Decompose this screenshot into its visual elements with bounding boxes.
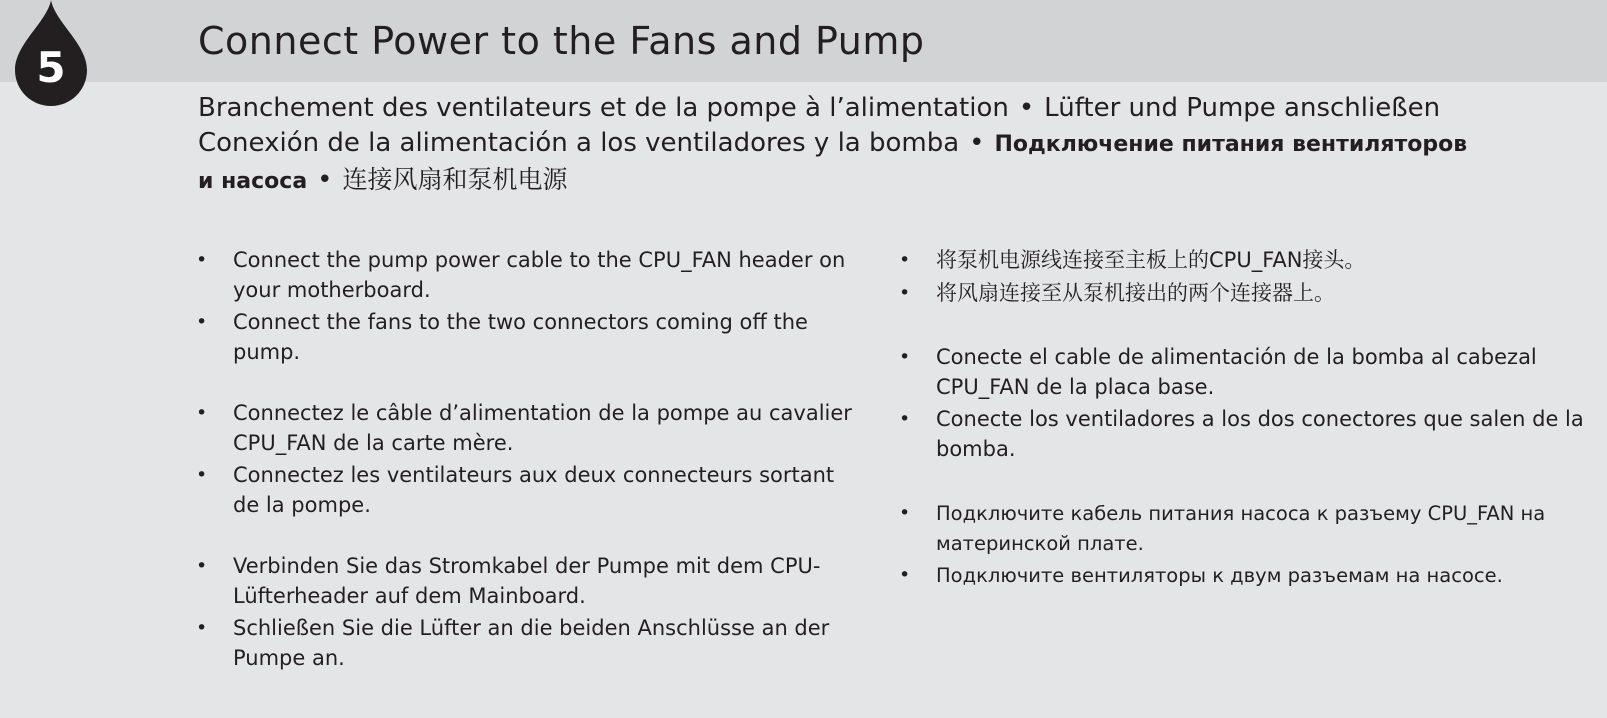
instructions-chinese [899,246,1599,308]
list-item: • 将泵机电源线连接至主板上的CPU_FAN接头。 [899,246,1599,276]
separator-dot: • [317,165,333,195]
list-item: • Conecte el cable de alimentación de la bomba al cabezal CPU_FAN de la placa base. [899,343,1599,402]
page-title: Connect Power to the Fans and Pump [198,19,925,63]
list-item: • Подключите вентиляторы к двум разъемам на насосе. [899,561,1599,591]
list-item: • 将风扇连接至从泵机接出的两个连接器上。 [899,279,1599,309]
list-item: • Connectez le câble d’alimentation de la pompe au cavalier CPU_FAN de la carte mère. [196,399,856,458]
list-item: • Connectez les ventilateurs aux deux connecteurs sortant de la pompe. [196,461,856,520]
instructions-left-column [196,246,856,676]
list-item: • Conecte los ventiladores a los dos conectores que salen de la bomba. [899,405,1599,464]
title-russian-part-2: и насоса [198,169,308,194]
title-russian-part-1: Подключение питания вентиляторов [994,132,1468,157]
separator-dot: • [1018,93,1035,123]
instructions-french [196,399,856,520]
title-german: Lüfter und Pumpe anschließen [1044,93,1441,123]
separator-dot: • [969,128,985,158]
instructions-german [196,552,856,673]
translated-titles [198,91,1588,199]
subtitle-line-2 [198,126,1588,162]
instructions-russian [899,499,1599,591]
list-item: • Verbinden Sie das Stromkabel der Pumpe mit dem CPU-Lüfterheader auf dem Mainboard. [196,552,856,611]
title-french: Branchement des ventilateurs et de la pompe à l’alimentation [198,93,1009,123]
instructions-spanish [899,343,1599,464]
list-item: • Connect the pump power cable to the CPU_FAN header on your motherboard. [196,246,856,305]
list-item: • Подключите кабель питания насоса к разъему CPU_FAN на материнской плате. [899,499,1599,558]
subtitle-line-3 [198,162,1588,199]
step-badge [15,0,87,106]
instructions-right-column [899,246,1599,594]
instructions-english [196,246,856,367]
title-spanish: Conexión de la alimentación a los ventiladores y la bomba [198,128,960,158]
list-item: • Schließen Sie die Lüfter an die beiden Anschlüsse an der Pumpe an. [196,614,856,673]
title-chinese: 连接风扇和泵机电源 [342,165,568,194]
step-number: 5 [36,43,66,92]
subtitle-line-1 [198,91,1588,126]
list-item: • Connect the fans to the two connectors coming off the pump. [196,308,856,367]
